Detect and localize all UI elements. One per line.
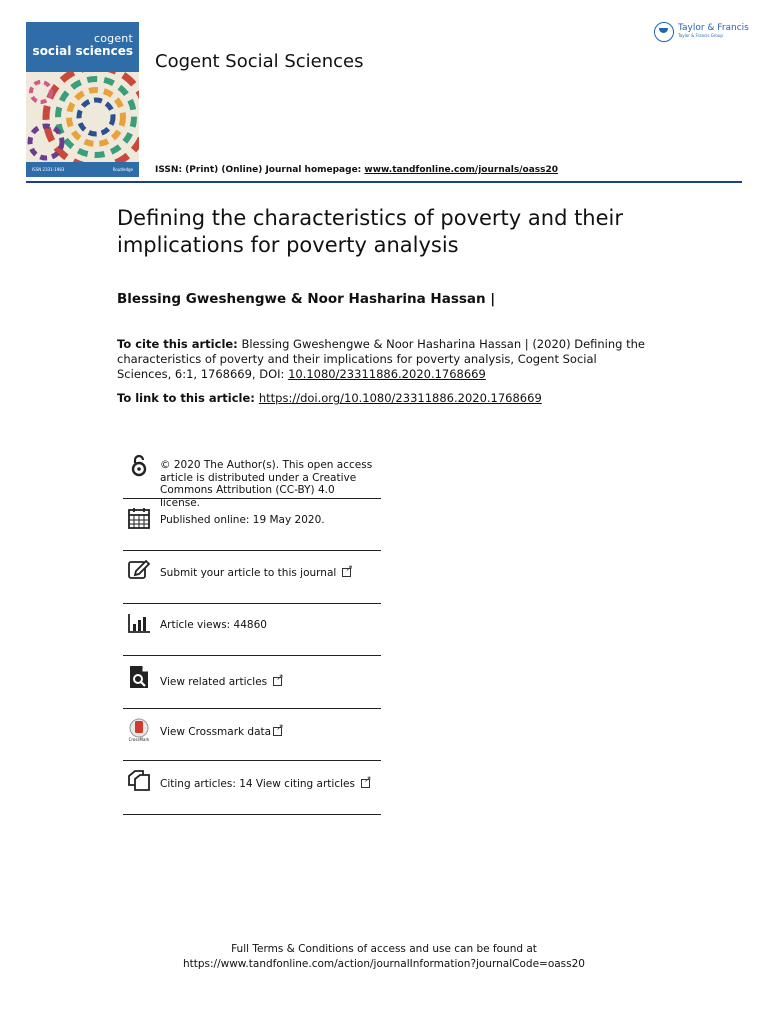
cover-brand-line2: social sciences bbox=[32, 44, 133, 58]
issn-line bbox=[155, 165, 558, 175]
citing-label[interactable]: Citing articles: 14 View citing articles bbox=[160, 778, 355, 790]
open-access-icon bbox=[127, 454, 151, 478]
citing-articles-icon bbox=[127, 768, 151, 792]
views-text: Article views: 44860 bbox=[160, 619, 267, 631]
article-title: Defining the characteristics of poverty and their implications for poverty analysis bbox=[117, 206, 624, 257]
tf-logo-text bbox=[678, 23, 749, 39]
journal-title: Cogent Social Sciences bbox=[155, 51, 364, 72]
related-text[interactable] bbox=[160, 676, 282, 689]
link-label: To link to this article: bbox=[117, 391, 255, 405]
cover-brand-line1: cogent bbox=[93, 32, 133, 45]
views-row bbox=[123, 604, 381, 656]
issn-label: ISSN: (Print) (Online) Journal homepage: bbox=[155, 165, 365, 175]
journal-homepage-link[interactable]: www.tandfonline.com/journals/oass20 bbox=[364, 165, 559, 175]
svg-text:CrossMark: CrossMark bbox=[128, 737, 150, 742]
calendar-icon bbox=[127, 506, 151, 530]
tf-logo-name: Taylor & Francis bbox=[678, 23, 749, 33]
cover-brand bbox=[33, 33, 133, 57]
cite-text: Blessing Gweshengwe & Noor Hasharina Hassan | (2020) Defining the characteristics of poverty and their implications for poverty analysis, Cogent Social Sciences, 6:1, 1768669, DOI: bbox=[117, 337, 645, 381]
related-articles-icon bbox=[127, 665, 151, 689]
related-label[interactable]: View related articles bbox=[160, 676, 268, 688]
article-link-line bbox=[117, 391, 542, 405]
cover-banner bbox=[26, 22, 139, 72]
article-authors: Blessing Gweshengwe & Noor Hasharina Hassan | bbox=[117, 291, 496, 307]
terms-footer bbox=[0, 942, 768, 972]
crossmark-row[interactable] bbox=[123, 709, 381, 761]
doi-link[interactable]: https://doi.org/10.1080/23311886.2020.1768669 bbox=[258, 391, 542, 405]
edit-icon bbox=[127, 557, 151, 581]
article-info-list bbox=[123, 452, 381, 815]
footer-line1: Full Terms & Conditions of access and use can be found at bbox=[231, 943, 537, 955]
license-text: © 2020 The Author(s). This open access article is distributed under a Creative Commons Attribution (CC-BY) 4.0 license. bbox=[160, 459, 373, 509]
cite-doi-link[interactable]: 10.1080/23311886.2020.1768669 bbox=[288, 367, 486, 381]
citing-text[interactable] bbox=[160, 778, 370, 791]
footer-line2[interactable]: https://www.tandfonline.com/action/journalInformation?journalCode=oass20 bbox=[183, 958, 585, 970]
cite-label: To cite this article: bbox=[117, 337, 238, 351]
tf-logo-sub: Taylor & Francis Group bbox=[678, 33, 723, 38]
crossmark-text[interactable] bbox=[160, 726, 282, 739]
citation-block bbox=[117, 337, 647, 382]
cover-footer bbox=[26, 162, 139, 177]
crossmark-label[interactable]: View Crossmark data bbox=[160, 726, 272, 738]
taylor-francis-logo-icon bbox=[654, 22, 674, 42]
published-text: Published online: 19 May 2020. bbox=[160, 514, 325, 526]
external-link-icon bbox=[361, 779, 370, 788]
header-rule bbox=[26, 181, 742, 183]
external-link-icon bbox=[342, 568, 351, 577]
bar-chart-icon bbox=[127, 611, 151, 635]
external-link-icon bbox=[273, 677, 282, 686]
related-row[interactable] bbox=[123, 656, 381, 709]
cover-publisher: Routledge bbox=[112, 167, 133, 172]
cover-artwork bbox=[26, 72, 139, 162]
license-row bbox=[123, 452, 381, 509]
published-row bbox=[123, 499, 381, 551]
external-link-icon bbox=[273, 727, 282, 736]
taylor-francis-logo[interactable] bbox=[654, 22, 749, 46]
cover-issn: ISSN 2331-1983 bbox=[32, 167, 65, 172]
journal-cover-image bbox=[26, 22, 139, 177]
submit-label[interactable]: Submit your article to this journal bbox=[160, 567, 337, 579]
citing-row[interactable] bbox=[123, 761, 381, 815]
crossmark-icon bbox=[127, 718, 151, 742]
submit-row[interactable] bbox=[123, 551, 381, 604]
submit-text[interactable] bbox=[160, 567, 351, 580]
